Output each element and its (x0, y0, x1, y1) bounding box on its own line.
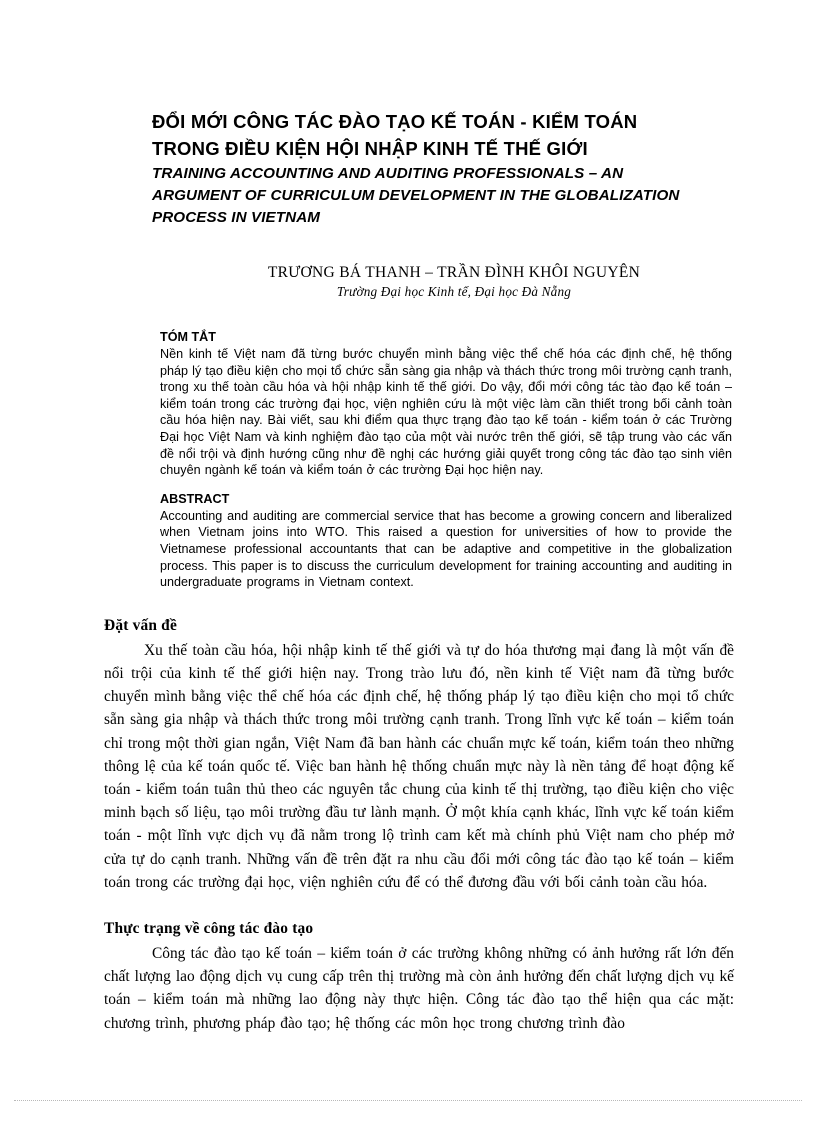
section-current-situation-heading: Thực trạng về công tác đào tạo (104, 919, 314, 937)
author-affiliation: Trường Đại học Kinh tế, Đại học Đà Nẵng (336, 284, 572, 299)
document-content (104, 108, 734, 1035)
section-current-situation (104, 920, 734, 1035)
abstract-english-heading: ABSTRACT (160, 491, 230, 506)
paper-title-english-line1: TRAINING ACCOUNTING AND AUDITING PROFESSIONALS – AN (152, 165, 624, 182)
abstract-spacer (160, 479, 732, 492)
abstract-vietnamese-heading: TÓM TẮT (160, 330, 216, 344)
abstract-english-text: Accounting and auditing are commercial service that has become a growing concern and liberalized when Vietnam joins into WTO. This raised a question for universities of how to provide the Vietnamese professional accountants that can be adaptive and competitive in the globalization process. This paper is to discuss the curriculum development for training accounting and auditing in undergraduate programs in Vietnam context. (160, 508, 732, 590)
section-introduction-heading: Đặt vấn đề (104, 616, 177, 634)
title-block (104, 108, 734, 228)
paper-title-vietnamese-line2: TRONG ĐIỀU KIỆN HỘI NHẬP KINH TẾ THẾ GIỚI (152, 138, 588, 159)
section-introduction-body: Xu thế toàn cầu hóa, hội nhập kinh tế thế giới và tự do hóa thương mại đang là một vấn đề nổi trội của kinh tế thế giới hiện nay. Trong trào lưu đó, nền kinh tế Việt nam đã từng bước chuyển mình bằng việc thể chế hóa các định chế, hệ thống pháp lý tạo điều kiện cho mọi tổ chức sẵn sàng gia nhập và thách thức trong môi trường cạnh tranh. Trong lĩnh vực kế toán – kiểm toán chỉ trong một thời gian ngắn, Việt Nam đã ban hành các chuẩn mực kế toán, kiểm toán theo những thông lệ của kế toán quốc tế. Việc ban hành hệ thống chuẩn mực này là nền tảng để hoạt động kế toán - kiểm toán tuân thủ theo các nguyên tắc chung của kinh tế thị trường, tạo điều kiện cho việc minh bạch số liệu, tạo môi trường đầu tư lành mạnh. Ở một khía cạnh khác, lĩnh vực kế toán kiểm toán - một lĩnh vực dịch vụ đã nằm trong lộ trình cam kết mà chính phủ Việt nam cho phép mở cửa tự do cạnh tranh. Những vấn đề trên đặt ra nhu cầu đổi mới công tác đào tạo kế toán – kiểm toán trong các trường đại học, viện nghiên cứu để có thể đương đầu với bối cảnh toàn cầu hóa. (104, 641, 734, 891)
author-names: TRƯƠNG BÁ THANH – TRẦN ĐÌNH KHÔI NGUYÊN (267, 264, 641, 281)
abstract-block (160, 330, 732, 591)
abstract-vietnamese-text: Nền kinh tế Việt nam đã từng bước chuyển mình bằng việc thể chế hóa các định chế, hệ thống pháp lý tạo điều kiện cho mọi tổ chức sẵn sàng gia nhập và thách thức trong môi trường cạnh tranh, trong xu thế toàn cầu hóa và hội nhập kinh tế thế giới. Do vậy, đổi mới công tác tào đạo kế toán – kiểm toán trong các trường đại học, viện nghiên cứu là một việc làm cần thiết trong bối cảnh toàn cầu hóa hiện nay. Bài viết, sau khi điểm qua thực trạng đào tạo kế toán - kiểm toán ở các Trường Đại học Việt Nam và kinh nghiệm đào tạo của một vài nước trên thế giới, sẽ tập trung vào các vấn đề nổi trội và định hướng cũng như đề nghị các hướng giải quyết trong công tác đào tạo sinh viên chuyên ngành kế toán và kiểm toán ở các trường Đại học hiện nay. (160, 347, 732, 478)
author-block (174, 264, 734, 300)
section-introduction (104, 617, 734, 894)
section-current-situation-body: Công tác đào tạo kế toán – kiểm toán ở các trường không những có ảnh hưởng rất lớn đến chất lượng lao động dịch vụ cung cấp trên thị trường mà còn ảnh hưởng đến chất lượng dịch vụ kế toán – kiểm toán mà những lao động này thực hiện. Công tác đào tạo thể hiện qua các mặt: chương trình, phương pháp đào tạo; hệ thống các môn học trong chương trình đào (104, 944, 734, 1032)
paper-title-english-line2: ARGUMENT OF CURRICULUM DEVELOPMENT IN THE GLOBALIZATION (152, 187, 680, 204)
paper-title-english-line3: PROCESS IN VIETNAM (152, 209, 321, 226)
footer-divider (14, 1100, 802, 1101)
paper-title-vietnamese-line1: ĐỔI MỚI CÔNG TÁC ĐÀO TẠO KẾ TOÁN - KIỂM TOÁN (152, 111, 638, 132)
